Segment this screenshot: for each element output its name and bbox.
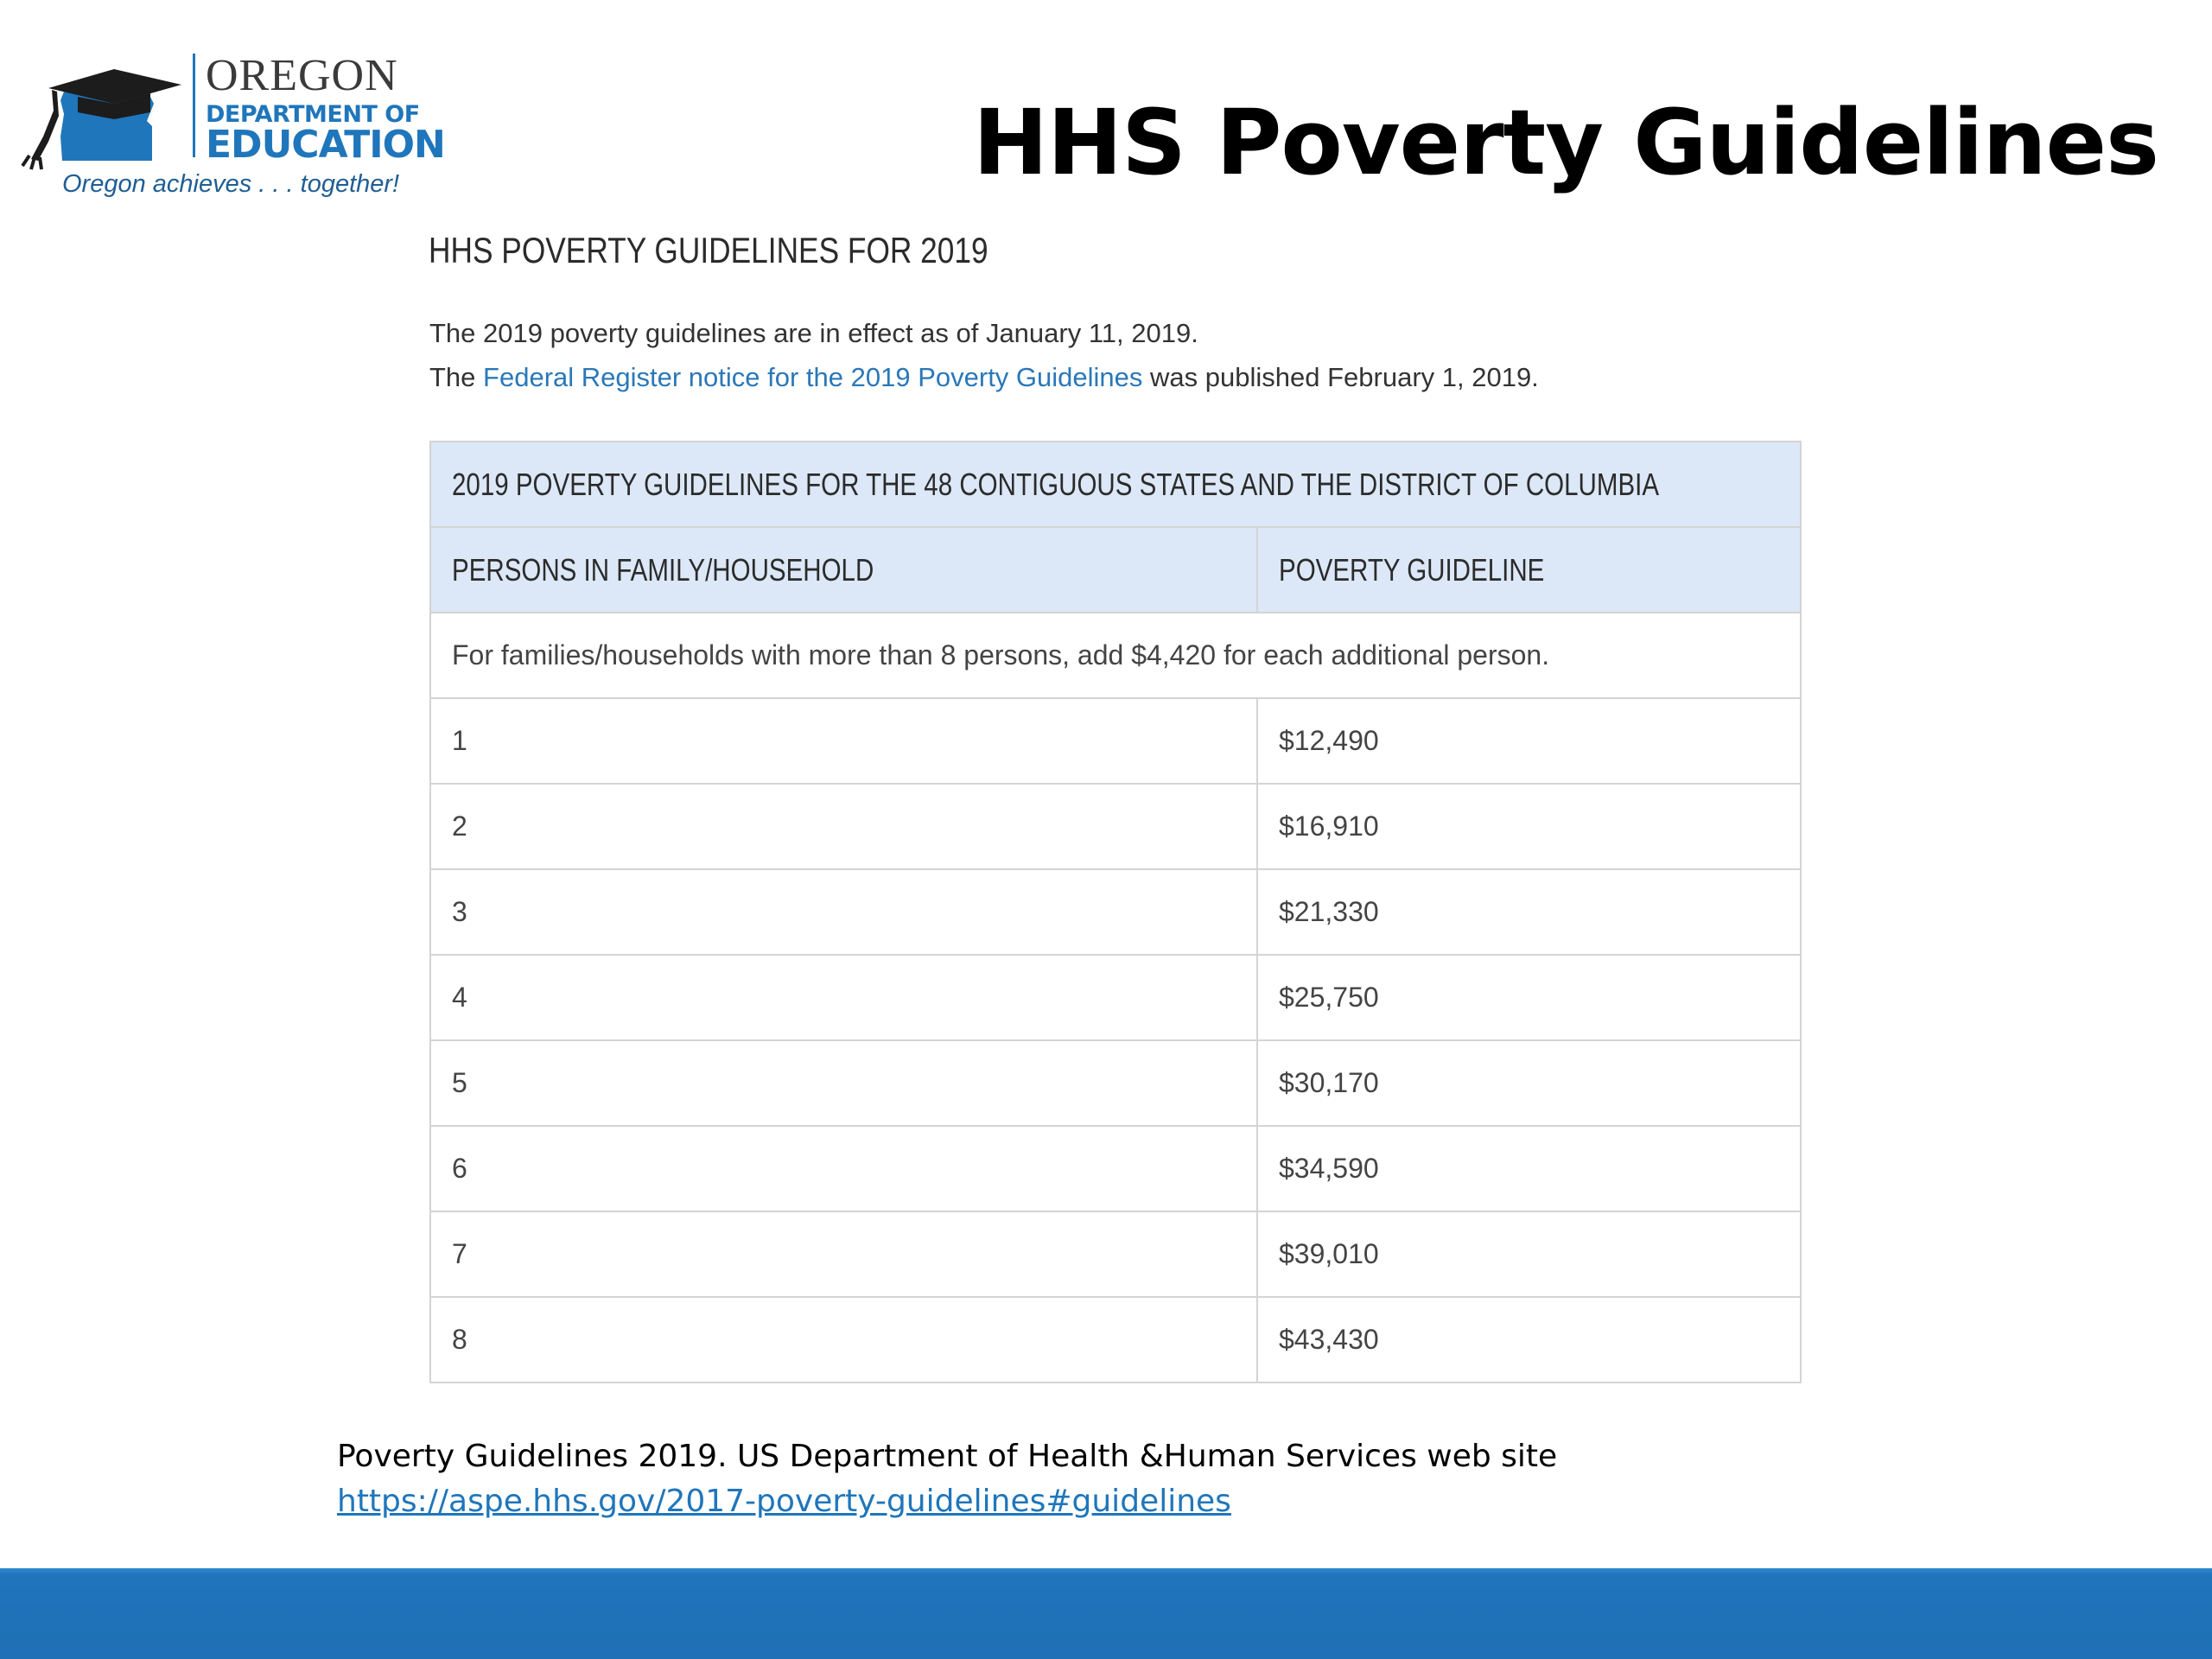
table-caption: 2019 POVERTY GUIDELINES FOR THE 48 CONTIGUOUS STATES AND THE DISTRICT OF COLUMBIA bbox=[430, 442, 1801, 527]
guideline-cell: $21,330 bbox=[1257, 869, 1801, 955]
table-row bbox=[430, 869, 1801, 955]
intro-line-2 bbox=[429, 355, 1539, 399]
table-row bbox=[430, 1297, 1801, 1382]
logo-tagline: Oregon achieves . . . together! bbox=[62, 170, 400, 198]
table-row bbox=[430, 784, 1801, 869]
persons-cell: 3 bbox=[430, 869, 1257, 955]
guideline-cell: $25,750 bbox=[1257, 955, 1801, 1040]
table-row bbox=[430, 1211, 1801, 1297]
column-header-guideline: POVERTY GUIDELINE bbox=[1257, 527, 1801, 613]
persons-cell: 2 bbox=[430, 784, 1257, 869]
logo-education-text: EDUCATION bbox=[206, 123, 445, 167]
table-caption-row bbox=[430, 442, 1801, 527]
citation-text: Poverty Guidelines 2019. US Department of Health &Human Services web site bbox=[337, 1439, 1558, 1474]
persons-cell: 4 bbox=[430, 955, 1257, 1040]
table-row bbox=[430, 1126, 1801, 1211]
guideline-cell: $12,490 bbox=[1257, 698, 1801, 784]
citation bbox=[337, 1434, 1979, 1524]
table-row bbox=[430, 698, 1801, 784]
intro-text bbox=[429, 311, 1539, 399]
guideline-cell: $34,590 bbox=[1257, 1126, 1801, 1211]
persons-cell: 5 bbox=[430, 1040, 1257, 1126]
table-note: For families/households with more than 8 persons, add $4,420 for each additional person. bbox=[430, 613, 1801, 698]
guideline-cell: $43,430 bbox=[1257, 1297, 1801, 1382]
logo-oregon-text: OREGON bbox=[206, 51, 398, 100]
poverty-guidelines-table bbox=[429, 441, 1802, 1383]
slide-title: HHS Poverty Guidelines bbox=[973, 90, 2158, 195]
oregon-graduation-cap-icon bbox=[17, 59, 190, 171]
footer-bar bbox=[0, 1568, 2212, 1659]
ode-logo bbox=[17, 50, 445, 206]
table-header-row bbox=[430, 527, 1801, 613]
persons-cell: 6 bbox=[430, 1126, 1257, 1211]
persons-cell: 1 bbox=[430, 698, 1257, 784]
federal-register-link[interactable]: Federal Register notice for the 2019 Poverty Guidelines bbox=[483, 362, 1143, 392]
guideline-cell: $30,170 bbox=[1257, 1040, 1801, 1126]
intro-line-2-suffix: was published February 1, 2019. bbox=[1142, 362, 1539, 392]
persons-cell: 8 bbox=[430, 1297, 1257, 1382]
guideline-cell: $16,910 bbox=[1257, 784, 1801, 869]
persons-cell: 7 bbox=[430, 1211, 1257, 1297]
logo-department-text: DEPARTMENT OF bbox=[206, 101, 420, 128]
table-note-row bbox=[430, 613, 1801, 698]
logo-divider bbox=[193, 54, 195, 157]
guideline-cell: $39,010 bbox=[1257, 1211, 1801, 1297]
column-header-persons: PERSONS IN FAMILY/HOUSEHOLD bbox=[430, 527, 1257, 613]
content-heading: HHS POVERTY GUIDELINES FOR 2019 bbox=[429, 230, 988, 270]
citation-link[interactable]: https://aspe.hhs.gov/2017-poverty-guidelines#guidelines bbox=[337, 1484, 1231, 1519]
intro-line-2-prefix: The bbox=[429, 362, 484, 392]
table-row bbox=[430, 955, 1801, 1040]
intro-line-1: The 2019 poverty guidelines are in effect as of January 11, 2019. bbox=[429, 318, 1198, 348]
table-row bbox=[430, 1040, 1801, 1126]
